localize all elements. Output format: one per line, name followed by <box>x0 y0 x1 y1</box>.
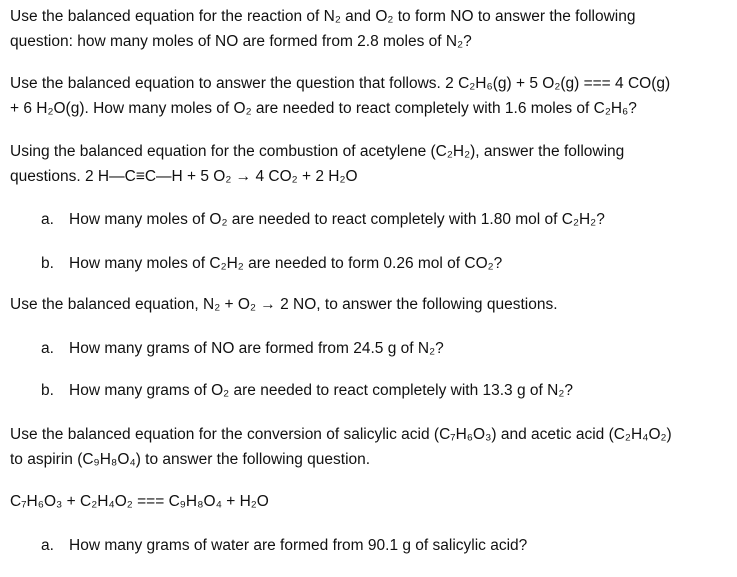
q2-line2: + 6 H₂O(g). How many moles of O₂ are needed to react completely with 1.6 moles of C₂H₆? <box>10 100 637 117</box>
q1-line1: Use the balanced equation for the reaction of N₂ and O₂ to form NO to answer the following <box>10 8 636 25</box>
q5-part-a-marker: a. <box>41 537 54 554</box>
q3-part-a-marker: a. <box>41 211 54 228</box>
q4-part-a-marker: a. <box>41 340 54 357</box>
q3-part-b-text: How many moles of C₂H₂ are needed to form 0.26 mol of CO₂? <box>69 255 503 272</box>
q3-line1: Using the balanced equation for the combustion of acetylene (C₂H₂), answer the following <box>10 143 625 160</box>
q5-line1: Use the balanced equation for the conversion of salicylic acid (C₇H₆O₃) and acetic acid (C₂H₄O₂) <box>10 426 672 443</box>
q4-part-b-marker: b. <box>41 382 54 399</box>
q3-line2: questions. 2 H—C≡C—H + 5 O₂ → 4 CO₂ + 2 H₂O <box>10 168 358 185</box>
q4-part-a <box>41 339 444 359</box>
q3-part-b <box>41 254 502 274</box>
q4-part-a-text: How many grams of NO are formed from 24.5 g of N₂? <box>69 340 444 357</box>
q5-line2: to aspirin (C₉H₈O₄) to answer the following question. <box>10 451 371 468</box>
q3-part-b-marker: b. <box>41 255 54 272</box>
q4-part-b-text: How many grams of O₂ are needed to react completely with 13.3 g of N₂? <box>69 382 573 399</box>
q2-line1: Use the balanced equation to answer the question that follows. 2 C₂H₆(g) + 5 O₂(g) === 4 CO(g) <box>10 75 671 92</box>
q4-part-b <box>41 381 573 401</box>
q3-part-a-text: How many moles of O₂ are needed to react completely with 1.80 mol of C₂H₂? <box>69 211 605 228</box>
q4-line1: Use the balanced equation, N₂ + O₂ → 2 NO, to answer the following questions. <box>10 296 558 313</box>
q3-part-a <box>41 210 605 230</box>
q5-equation: C₇H₆O₃ + C₂H₄O₂ === C₉H₈O₄ + H₂O <box>10 493 269 510</box>
q5-part-a <box>41 536 527 556</box>
q5-part-a-text: How many grams of water are formed from 90.1 g of salicylic acid? <box>69 537 528 554</box>
q1-line2: question: how many moles of NO are formed from 2.8 moles of N₂? <box>10 33 472 50</box>
